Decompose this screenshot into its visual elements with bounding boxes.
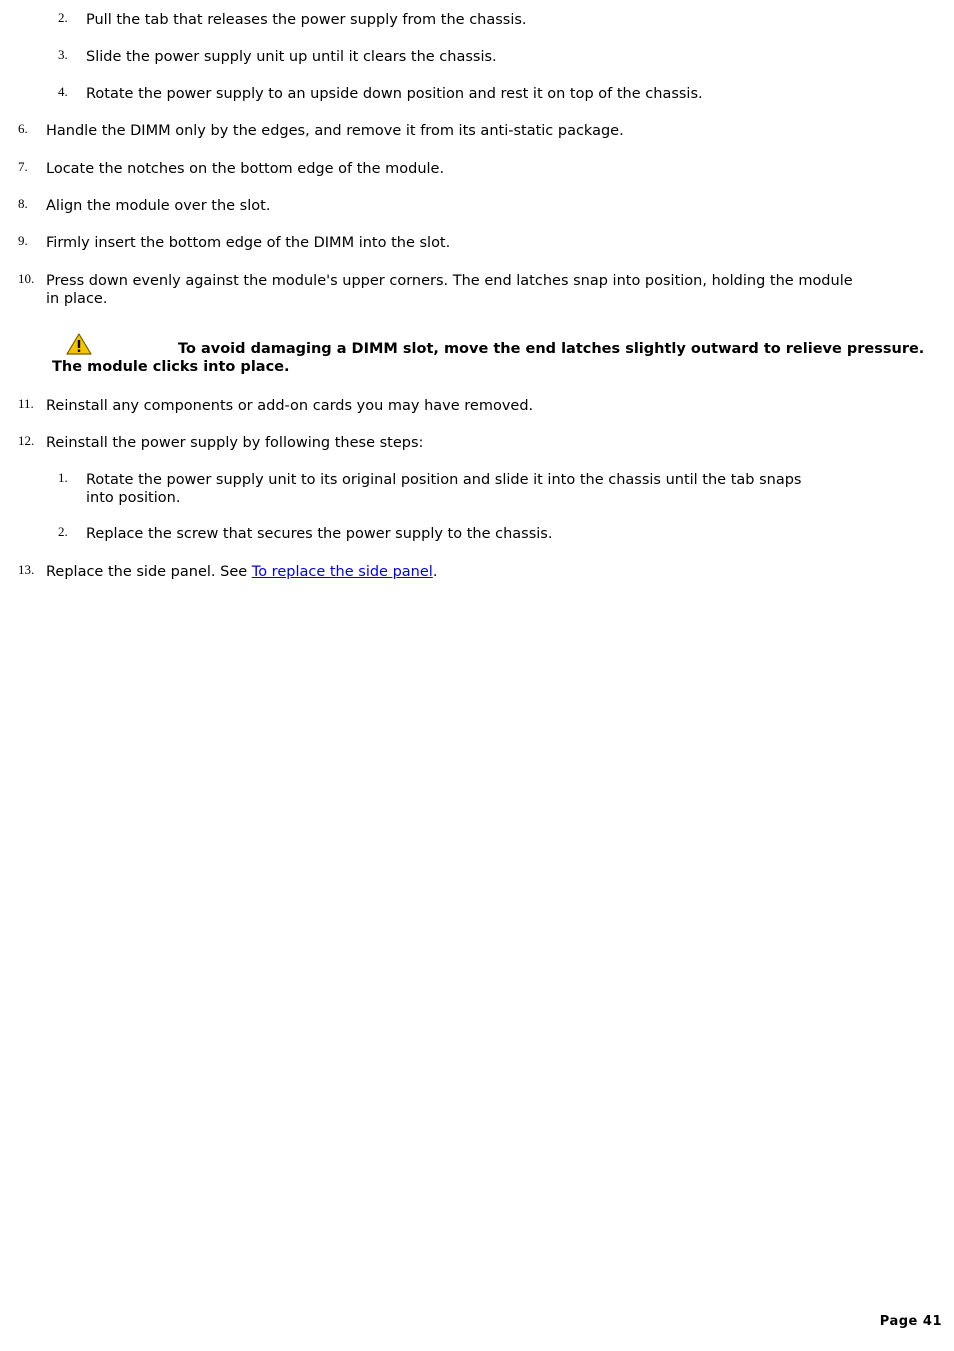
step-text-line-2: in place.: [46, 291, 108, 307]
step-number: 7.: [18, 159, 28, 174]
step-text: Pull the tab that releases the power supply from the chassis.: [86, 12, 527, 28]
replace-side-panel-link[interactable]: To replace the side panel: [251, 564, 433, 580]
warning-triangle-graphic: [66, 333, 92, 355]
step-number: 8.: [18, 196, 28, 211]
step-text-line-2: into position.: [86, 490, 181, 506]
step-text-line-1: Rotate the power supply unit to its original position and slide it into the chassis until the tab snaps: [86, 472, 802, 488]
step-text-line-1: Press down evenly against the module's upper corners. The end latches snap into position, holding the module: [46, 273, 853, 289]
step-text: Firmly insert the bottom edge of the DIMM into the slot.: [46, 235, 451, 251]
step-number: 12.: [18, 433, 35, 448]
caution-text-line-2: module clicks into place.: [87, 359, 290, 375]
step-number: 2.: [58, 524, 68, 539]
step-text: Reinstall the power supply by following these steps:: [46, 435, 424, 451]
step-text: Replace the screw that secures the power supply to the chassis.: [86, 526, 553, 542]
step-text: Handle the DIMM only by the edges, and remove it from its anti-static package.: [46, 123, 624, 139]
step-number: 13.: [18, 562, 35, 577]
caution-text-line-1: To avoid damaging a DIMM slot, move the end latches slightly outward to relieve pressure. The: [52, 341, 925, 375]
step-number: 1.: [58, 470, 68, 485]
caution-note: [52, 335, 942, 376]
step-number: 4.: [58, 84, 68, 99]
step-number: 2.: [58, 10, 68, 25]
step-number: 9.: [18, 233, 28, 248]
step-text: [46, 272, 853, 308]
step-text: [46, 563, 437, 581]
step-text: Locate the notches on the bottom edge of the module.: [46, 161, 445, 177]
step-number: 10.: [18, 271, 35, 286]
warning-triangle-icon: [66, 333, 92, 355]
step-number: 11.: [18, 396, 34, 411]
step-text: Rotate the power supply to an upside down position and rest it on top of the chassis.: [86, 86, 703, 102]
step-text-prefix: Replace the side panel. See: [46, 564, 252, 580]
step-text: Reinstall any components or add-on cards you may have removed.: [46, 398, 534, 414]
step-text: Slide the power supply unit up until it clears the chassis.: [86, 49, 497, 65]
step-number: 6.: [18, 121, 28, 136]
page-number: Page 41: [879, 1314, 942, 1329]
caution-text: [52, 335, 942, 376]
step-text: [86, 471, 801, 507]
step-text-suffix: .: [432, 564, 438, 580]
step-number: 3.: [58, 47, 68, 62]
step-text: Align the module over the slot.: [46, 198, 271, 214]
